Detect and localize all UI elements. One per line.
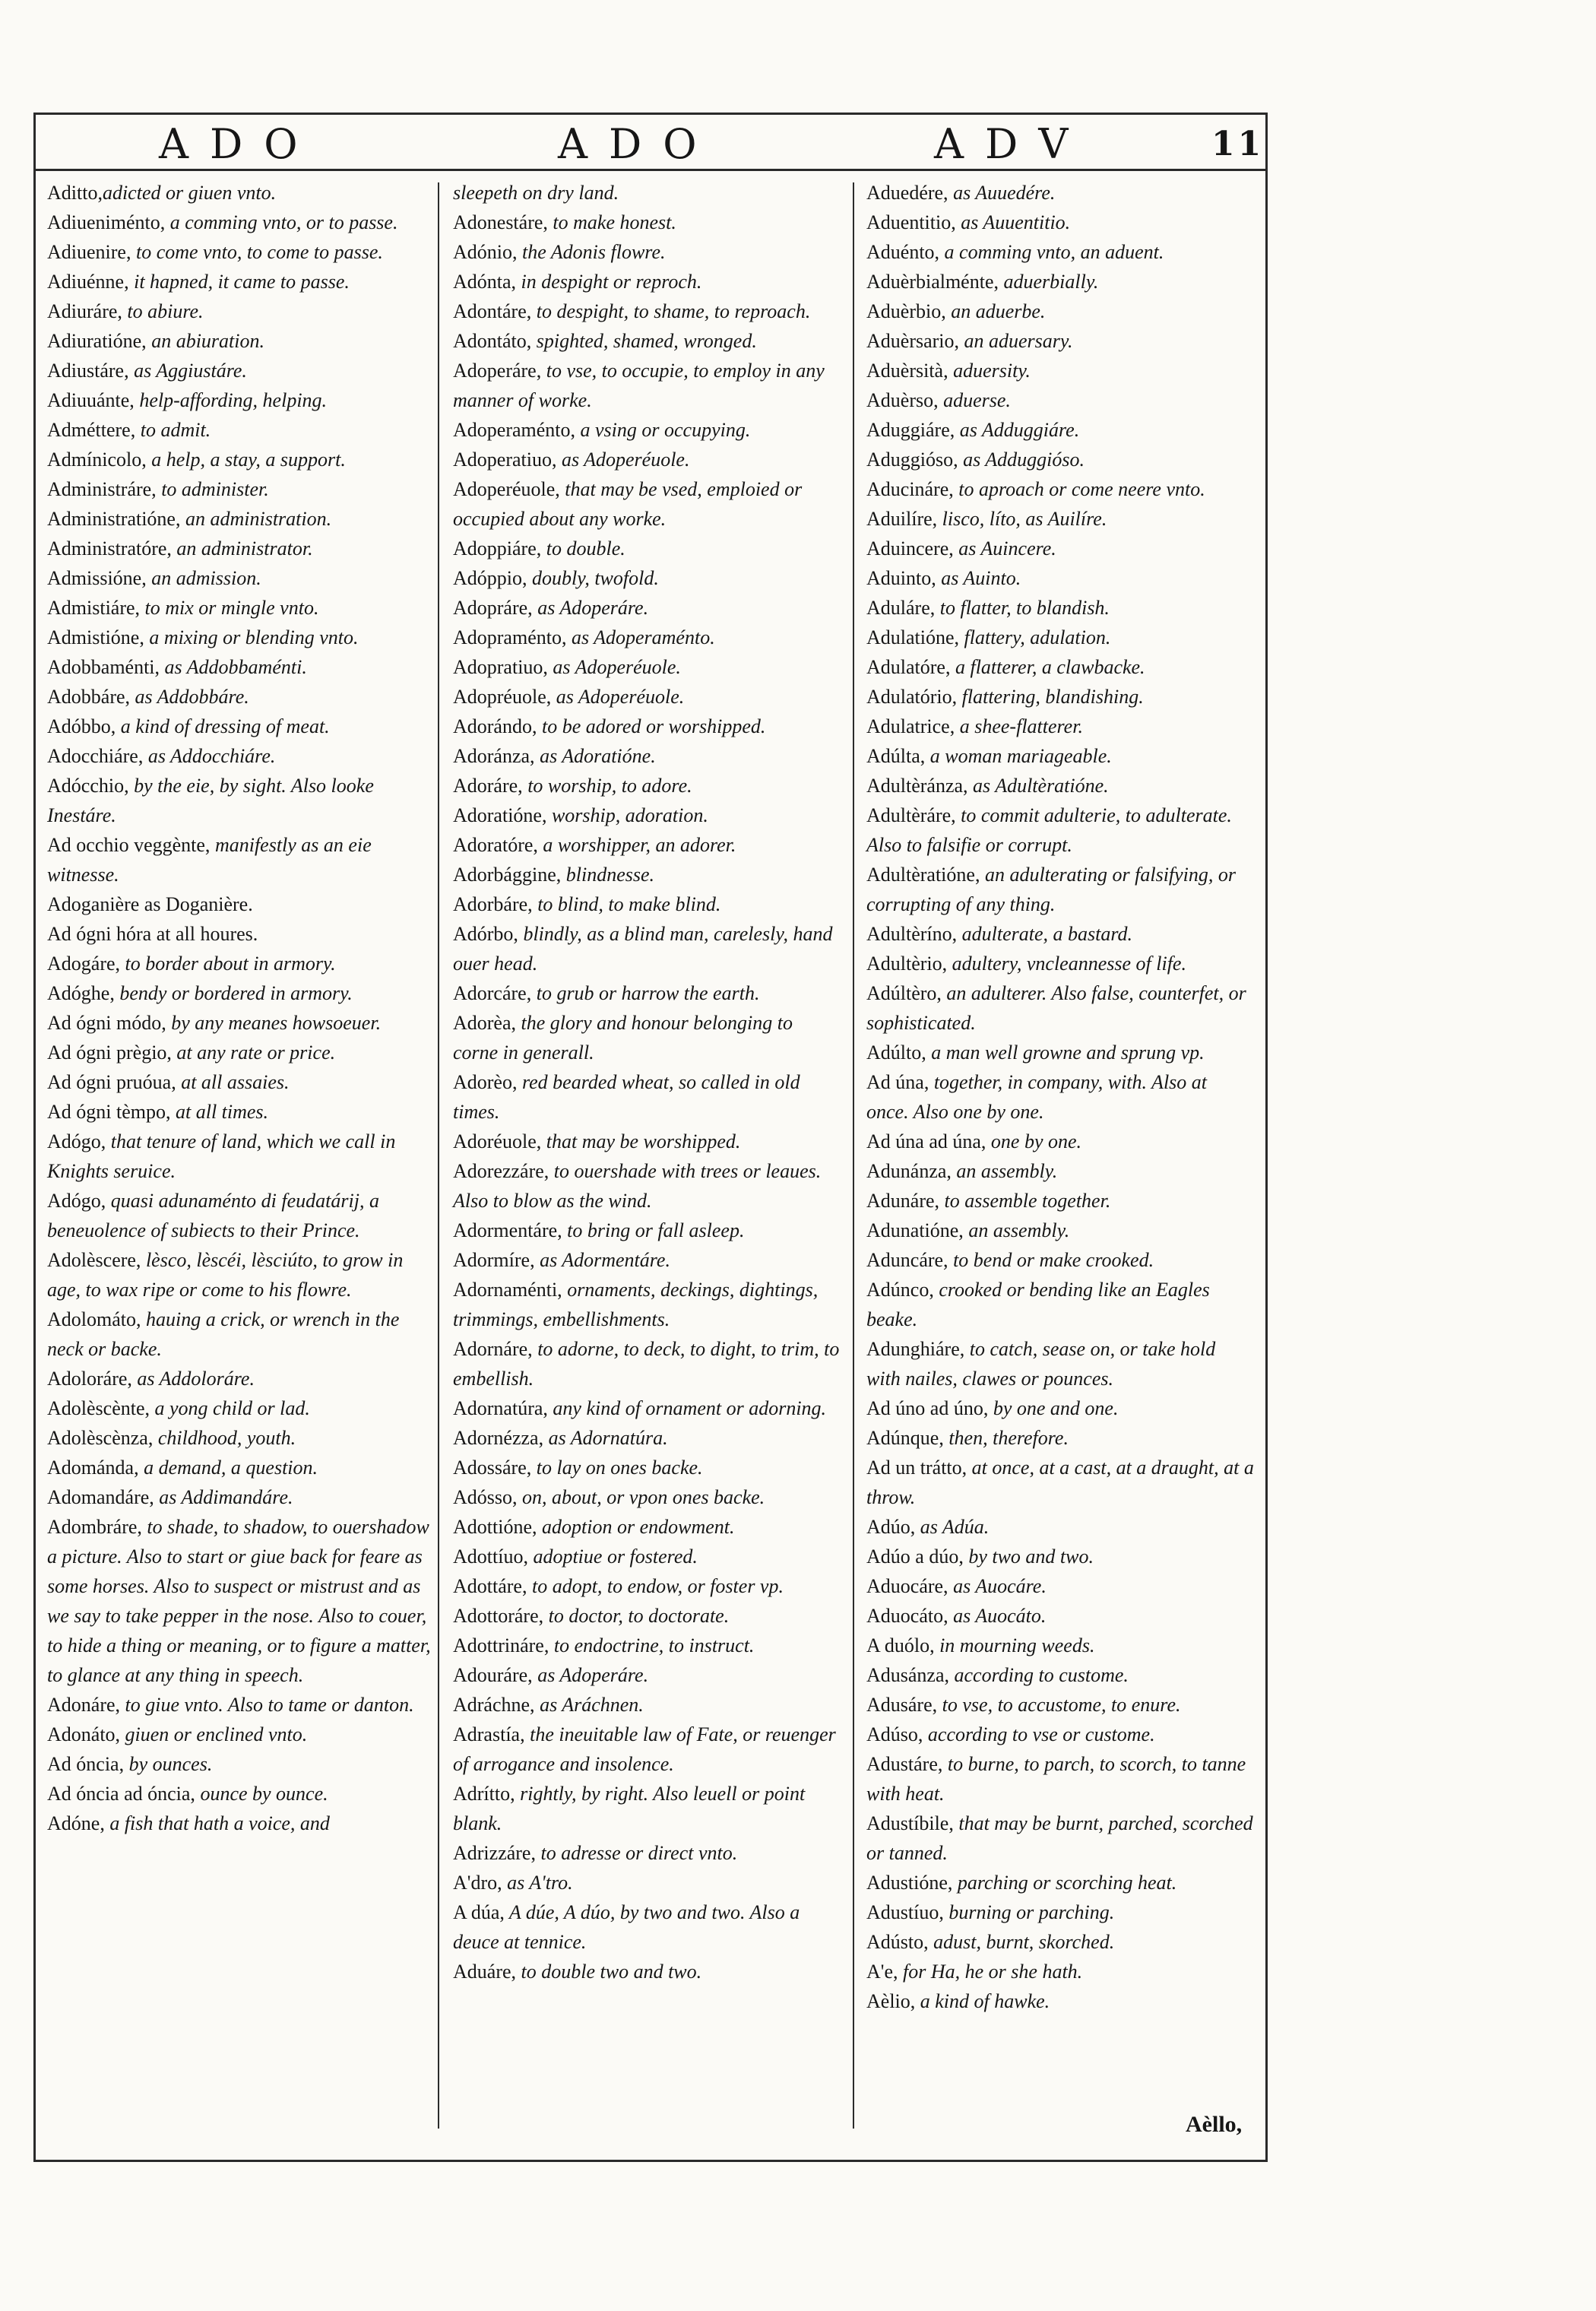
dictionary-entry: Aduèrbialménte, aduerbially. xyxy=(866,271,1099,293)
dictionary-entry: Adunghiáre, to catch, sease on, or take hold with nailes, clawes or pounces. xyxy=(866,1338,1216,1390)
dictionary-entry: Adiuráre, to abiure. xyxy=(47,300,204,322)
dictionary-entry: Adoratióne, worship, adoration. xyxy=(453,804,708,826)
dictionary-entry: Adultèránza, as Adultèratióne. xyxy=(866,775,1109,797)
dictionary-entry: Ad ógni prègio, at any rate or price. xyxy=(47,1041,336,1064)
dictionary-entry: Adoperaménto, a vsing or occupying. xyxy=(453,419,751,441)
dictionary-entry: A duólo, in mourning weeds. xyxy=(866,1634,1095,1656)
dictionary-entry: Adopraménto, as Adoperaménto. xyxy=(453,626,715,648)
dictionary-entry: Adócchio, by the eie, by sight. Also looke Inestáre. xyxy=(47,775,374,826)
dictionary-entry: Adorèa, the glory and honour belonging to corne in generall. xyxy=(453,1012,793,1064)
dictionary-entry: Adustíbile, that may be burnt, parched, scorched or tanned. xyxy=(866,1812,1253,1864)
dictionary-entry: Adombráre, to shade, to shadow, to ouershadow a picture. Also to start or giue back for feare as some horses. Also to suspect or mistrust and as we say to take pepper in the nose. Also to couer, to hide a thing or meaning, or to figure a matter, to glance at any thing in speech. xyxy=(47,1516,431,1686)
dictionary-entry: Adúnco, crooked or bending like an Eagles beake. xyxy=(866,1279,1210,1330)
dictionary-entry: Adonáre, to giue vnto. Also to tame or danton. xyxy=(47,1694,414,1716)
dictionary-entry: Adocchiáre, as Addocchiáre. xyxy=(47,745,276,767)
dictionary-entry: Ad ógni hóra at all houres. xyxy=(47,923,258,945)
column-2 xyxy=(453,178,841,1986)
dictionary-entry: Adornáre, to adorne, to deck, to dight, to trim, to embellish. xyxy=(453,1338,840,1390)
dictionary-entry: Adossáre, to lay on ones backe. xyxy=(453,1457,703,1479)
dictionary-entry: Adóbbo, a kind of dressing of meat. xyxy=(47,715,330,737)
dictionary-entry: Adusáre, to vse, to accustome, to enure. xyxy=(866,1694,1181,1716)
dictionary-entry: Adultèratióne, an adulterating or falsifying, or corrupting of any thing. xyxy=(866,864,1237,915)
dictionary-entry: Administráre, to administer. xyxy=(47,478,269,500)
dictionary-entry: Adolomáto, hauing a crick, or wrench in the neck or backe. xyxy=(47,1308,400,1360)
dictionary-entry: Administratóre, an administrator. xyxy=(47,537,313,560)
dictionary-entry: Aduèrsità, aduersity. xyxy=(866,360,1031,382)
dictionary-entry: Adógo, quasi adunaménto di feudatárij, a beneuolence of subiects to their Prince. xyxy=(47,1190,379,1241)
dictionary-entry: Adoréuole, that may be worshipped. xyxy=(453,1130,741,1152)
dictionary-entry: Adopráre, as Adoperáre. xyxy=(453,597,649,619)
dictionary-entry: Adóppio, doubly, twofold. xyxy=(453,567,659,589)
dictionary-entry: Aduocáto, as Auocáto. xyxy=(866,1605,1047,1627)
dictionary-entry: Aduinto, as Auinto. xyxy=(866,567,1021,589)
dictionary-entry: Adorezzáre, to ouershade with trees or leaues. Also to blow as the wind. xyxy=(453,1160,822,1212)
dictionary-entry: A'e, for Ha, he or she hath. xyxy=(866,1961,1083,1983)
dictionary-entry: Adultèráre, to commit adulterie, to adulterate. Also to falsifie or corrupt. xyxy=(866,804,1232,856)
dictionary-entry: Ad ógni módo, by any meanes howsoeuer. xyxy=(47,1012,382,1034)
dictionary-entry: Adúso, according to vse or custome. xyxy=(866,1723,1155,1745)
dictionary-entry: Admistiáre, to mix or mingle vnto. xyxy=(47,597,319,619)
dictionary-entry: Adobbaménti, as Addobbaménti. xyxy=(47,656,307,678)
dictionary-entry: Ad óncia, by ounces. xyxy=(47,1753,213,1775)
dictionary-entry: Adústo, adust, burnt, skorched. xyxy=(866,1931,1115,1953)
dictionary-entry: Ad úna ad úna, one by one. xyxy=(866,1130,1082,1152)
dictionary-entry: Adórbo, blindly, as a blind man, carelesly, hand ouer head. xyxy=(453,923,833,975)
dictionary-entry: Adulatóre, a flatterer, a clawbacke. xyxy=(866,656,1145,678)
dictionary-entry: Adustáre, to burne, to parch, to scorch, to tanne with heat. xyxy=(866,1753,1246,1805)
dictionary-entry: Adouráre, as Adoperáre. xyxy=(453,1664,649,1686)
dictionary-entry: Adustióne, parching or scorching heat. xyxy=(866,1872,1177,1894)
dictionary-entry: Adornatúra, any kind of ornament or adorning. xyxy=(453,1397,827,1419)
dictionary-entry: A'dro, as A'tro. xyxy=(453,1872,573,1894)
dictionary-entry: Adorbáre, to blind, to make blind. xyxy=(453,893,721,915)
dictionary-entry: Adrizzáre, to adresse or direct vnto. xyxy=(453,1842,738,1864)
dictionary-entry: Adorbággine, blindnesse. xyxy=(453,864,655,886)
dictionary-entry: Adottoráre, to doctor, to doctorate. xyxy=(453,1605,730,1627)
dictionary-entry: Adontáto, spighted, shamed, wronged. xyxy=(453,330,757,352)
column-divider xyxy=(438,182,439,2129)
dictionary-entry: Adiuratióne, an abiuration. xyxy=(47,330,264,352)
dictionary-entry: Adoganière as Doganière. xyxy=(47,893,253,915)
dictionary-entry: Adoperáre, to vse, to occupie, to employ in any manner of worke. xyxy=(453,360,825,411)
header-rule xyxy=(33,169,1268,171)
dictionary-entry: Adúo a dúo, by two and two. xyxy=(866,1545,1094,1568)
dictionary-entry: Adiuenire, to come vnto, to come to passe. xyxy=(47,241,383,263)
dictionary-entry: Adrastía, the ineuitable law of Fate, or reuenger of arrogance and insolence. xyxy=(453,1723,836,1775)
dictionary-entry: Adúo, as Adúa. xyxy=(866,1516,990,1538)
column-1 xyxy=(47,178,435,1838)
dictionary-entry: Adornaménti, ornaments, deckings, dightings, trimmings, embellishments. xyxy=(453,1279,819,1330)
dictionary-entry: Adolèscènte, a yong child or lad. xyxy=(47,1397,310,1419)
dictionary-entry: Adornézza, as Adornatúra. xyxy=(453,1427,668,1449)
dictionary-entry: Aduilíre, lisco, líto, as Auilíre. xyxy=(866,508,1107,530)
dictionary-entry: Ad un trátto, at once, at a cast, at a draught, at a throw. xyxy=(866,1457,1254,1508)
dictionary-entry: Adráchne, as Aráchnen. xyxy=(453,1694,644,1716)
dictionary-entry: Adoperatiuo, as Adoperéuole. xyxy=(453,449,690,471)
dictionary-entry: Adobbáre, as Addobbáre. xyxy=(47,686,249,708)
dictionary-entry: Adottáre, to adopt, to endow, or foster vp. xyxy=(453,1575,784,1597)
dictionary-entry: Aducináre, to aproach or come neere vnto. xyxy=(866,478,1205,500)
dictionary-entry: Adoráre, to worship, to adore. xyxy=(453,775,692,797)
dictionary-entry: Adottrináre, to endoctrine, to instruct. xyxy=(453,1634,755,1656)
dictionary-entry: Adormentáre, to bring or fall asleep. xyxy=(453,1219,745,1241)
dictionary-entry: Adósso, on, about, or vpon ones backe. xyxy=(453,1486,765,1508)
catchword: Aèllo, xyxy=(1186,2112,1243,2137)
dictionary-entry: Adiuuánte, help-affording, helping. xyxy=(47,389,328,411)
dictionary-entry: Adúnque, then, therefore. xyxy=(866,1427,1069,1449)
header-left: ADO xyxy=(159,120,319,168)
dictionary-entry: Adóne, a fish that hath a voice, and xyxy=(47,1812,330,1834)
dictionary-entry: Adógo, that tenure of land, which we call in Knights seruice. xyxy=(47,1130,396,1182)
dictionary-entry: Aduocáre, as Auocáre. xyxy=(866,1575,1047,1597)
dictionary-entry: Adúltèro, an adulterer. Also false, counterfet, or sophisticated. xyxy=(866,982,1246,1034)
dictionary-entry: Adontáre, to despight, to shame, to reproach. xyxy=(453,300,811,322)
dictionary-entry: Adunatióne, an assembly. xyxy=(866,1219,1070,1241)
dictionary-entry: Aduedére, as Auuedére. xyxy=(866,182,1056,204)
dictionary-entry: Admistióne, a mixing or blending vnto. xyxy=(47,626,359,648)
dictionary-entry: Admínicolo, a help, a stay, a support. xyxy=(47,449,346,471)
dictionary-entry: Adonestáre, to make honest. xyxy=(453,211,676,233)
dictionary-entry: Aduèrbio, an aduerbe. xyxy=(866,300,1046,322)
page-number: 11 xyxy=(1211,125,1265,163)
dictionary-entry: Adoloráre, as Addoloráre. xyxy=(47,1368,255,1390)
dictionary-entry: Adóghe, bendy or bordered in armory. xyxy=(47,982,353,1004)
dictionary-entry: Ad occhio veggènte, manifestly as an eie witnesse. xyxy=(47,834,372,886)
dictionary-entry: Adormíre, as Adormentáre. xyxy=(453,1249,670,1271)
dictionary-entry: Aduénto, a comming vnto, an aduent. xyxy=(866,241,1164,263)
dictionary-entry: Adonáto, giuen or enclined vnto. xyxy=(47,1723,308,1745)
dictionary-entry: Adoratóre, a worshipper, an adorer. xyxy=(453,834,736,856)
running-header xyxy=(33,114,1268,169)
dictionary-entry: sleepeth on dry land. xyxy=(453,182,619,204)
dictionary-entry: Ad óncia ad óncia, ounce by ounce. xyxy=(47,1783,328,1805)
dictionary-entry: Aduncáre, to bend or make crooked. xyxy=(866,1249,1154,1271)
dictionary-entry: Adulatióne, flattery, adulation. xyxy=(866,626,1111,648)
dictionary-entry: Adoránza, as Adoratióne. xyxy=(453,745,656,767)
dictionary-entry: Adorándo, to be adored or worshipped. xyxy=(453,715,766,737)
dictionary-entry: Adorcáre, to grub or harrow the earth. xyxy=(453,982,760,1004)
dictionary-entry: Adomandáre, as Addimandáre. xyxy=(47,1486,293,1508)
dictionary-entry: Adúlto, a man well growne and sprung vp. xyxy=(866,1041,1205,1064)
dictionary-entry: Aduláre, to flatter, to blandish. xyxy=(866,597,1110,619)
dictionary-entry: Adogáre, to border about in armory. xyxy=(47,953,336,975)
dictionary-entry: Adusánza, according to custome. xyxy=(866,1664,1129,1686)
dictionary-entry: Adoperéuole, that may be vsed, emploied or occupied about any worke. xyxy=(453,478,803,530)
dictionary-entry: Adustíuo, burning or parching. xyxy=(866,1901,1115,1923)
header-center: ADO xyxy=(558,120,718,168)
dictionary-entry: Adoppiáre, to double. xyxy=(453,537,625,560)
header-right: ADV xyxy=(934,120,1090,168)
dictionary-entry: Ad ógni tèmpo, at all times. xyxy=(47,1101,269,1123)
dictionary-entry: Ad úno ad úno, by one and one. xyxy=(866,1397,1119,1419)
dictionary-entry: Aduèrsario, an aduersary. xyxy=(866,330,1073,352)
dictionary-entry: Aduèrso, aduerse. xyxy=(866,389,1011,411)
dictionary-entry: Aditto,adicted or giuen vnto. xyxy=(47,182,277,204)
dictionary-entry: Ad ógni pruóua, at all assaies. xyxy=(47,1071,290,1093)
dictionary-entry: Adottíuo, adoptiue or fostered. xyxy=(453,1545,698,1568)
dictionary-entry: Administratióne, an administration. xyxy=(47,508,332,530)
dictionary-entry: Adománda, a demand, a question. xyxy=(47,1457,318,1479)
dictionary-entry: Adolèscènza, childhood, youth. xyxy=(47,1427,296,1449)
dictionary-entry: Adopratiuo, as Adoperéuole. xyxy=(453,656,681,678)
dictionary-entry: Adultèríno, adulterate, a bastard. xyxy=(866,923,1133,945)
dictionary-entry: Adiueniménto, a comming vnto, or to passe. xyxy=(47,211,398,233)
dictionary-entry: Aduggióso, as Adduggióso. xyxy=(866,449,1085,471)
dictionary-entry: Adolèscere, lèsco, lèscéi, lèsciúto, to grow in age, to wax ripe or come to his flowre. xyxy=(47,1249,404,1301)
dictionary-entry: Admissióne, an admission. xyxy=(47,567,261,589)
column-divider xyxy=(853,182,854,2129)
dictionary-entry: Adottióne, adoption or endowment. xyxy=(453,1516,735,1538)
dictionary-entry: Adorèo, red bearded wheat, so called in old times. xyxy=(453,1071,800,1123)
dictionary-entry: Adunánza, an assembly. xyxy=(866,1160,1058,1182)
dictionary-entry: Aduggiáre, as Adduggiáre. xyxy=(866,419,1080,441)
column-3 xyxy=(866,178,1254,2016)
dictionary-entry: Aduáre, to double two and two. xyxy=(453,1961,702,1983)
dictionary-entry: Adulatório, flattering, blandishing. xyxy=(866,686,1144,708)
dictionary-entry: Adulatrice, a shee-flatterer. xyxy=(866,715,1083,737)
dictionary-entry: Ad úna, together, in company, with. Also at once. Also one by one. xyxy=(866,1071,1208,1123)
dictionary-entry: Adúlta, a woman mariageable. xyxy=(866,745,1112,767)
dictionary-entry: Aduentitio, as Auuentitio. xyxy=(866,211,1071,233)
dictionary-entry: Aèlio, a kind of hawke. xyxy=(866,1990,1050,2012)
dictionary-entry: A dúa, A dúe, A dúo, by two and two. Also a deuce at tennice. xyxy=(453,1901,800,1953)
dictionary-entry: Adónio, the Adonis flowre. xyxy=(453,241,666,263)
dictionary-entry: Adrítto, rightly, by right. Also leuell or point blank. xyxy=(453,1783,806,1834)
dictionary-entry: Adónta, in despight or reproch. xyxy=(453,271,702,293)
dictionary-entry: Adméttere, to admit. xyxy=(47,419,211,441)
dictionary-entry: Adunáre, to assemble together. xyxy=(866,1190,1111,1212)
dictionary-entry: Adultèrio, adultery, vncleannesse of life. xyxy=(866,953,1186,975)
dictionary-entry: Adiuénne, it hapned, it came to passe. xyxy=(47,271,350,293)
dictionary-entry: Aduincere, as Auincere. xyxy=(866,537,1056,560)
dictionary-entry: Adopréuole, as Adoperéuole. xyxy=(453,686,685,708)
dictionary-entry: Adiustáre, as Aggiustáre. xyxy=(47,360,247,382)
